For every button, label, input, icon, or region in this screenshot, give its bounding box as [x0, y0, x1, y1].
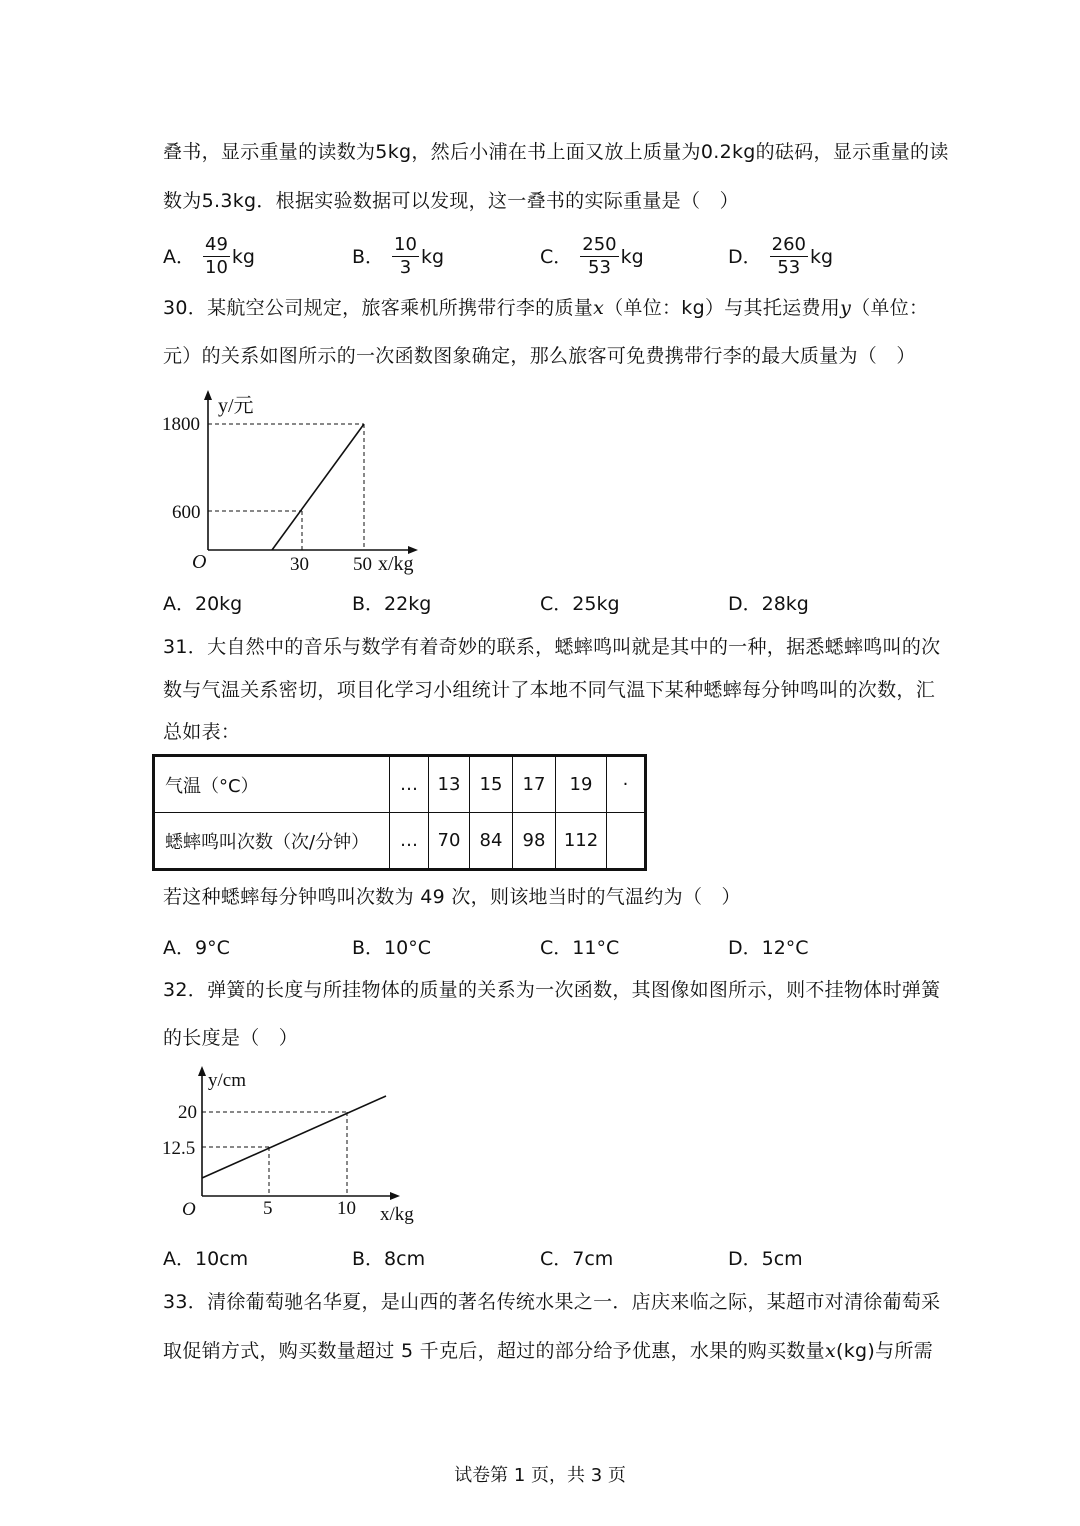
- y-tick-1800: 1800: [162, 414, 200, 435]
- page-footer: 试卷第 1 页，共 3 页: [454, 1465, 626, 1486]
- option-label: B．: [352, 245, 385, 268]
- q32-option-a[interactable]: A．10cm: [163, 1248, 249, 1270]
- q30-graph: [150, 388, 440, 578]
- q30-option-b[interactable]: B．22kg: [352, 593, 432, 615]
- y-tick-20: 20: [178, 1102, 197, 1123]
- origin-label: O: [192, 551, 207, 573]
- variable-y: y: [840, 297, 852, 319]
- q30-line-2: 元）的关系如图所示的一次函数图象确定，那么旅客可免费携带行李的最大质量为（ ）: [163, 345, 916, 367]
- fraction: $\frac{250}{53}$: [582, 234, 617, 278]
- function-line: [272, 424, 364, 550]
- table-cell: [607, 813, 646, 870]
- q29-option-b[interactable]: [352, 234, 444, 279]
- cricket-data-table: [152, 754, 647, 871]
- q31-option-a[interactable]: A．9°C: [163, 937, 230, 959]
- x-tick-50: 50: [353, 554, 372, 575]
- x-tick-30: 30: [290, 554, 309, 575]
- x-axis-label: x/kg: [380, 1204, 414, 1225]
- unit: kg: [420, 245, 445, 268]
- x-tick-10: 10: [337, 1198, 356, 1219]
- fraction: $\frac{10}{3}$: [394, 234, 417, 278]
- y-tick-12-5: 12.5: [162, 1138, 196, 1159]
- q31-option-d[interactable]: D．12°C: [728, 937, 809, 959]
- option-label: A．: [163, 245, 195, 268]
- q33-line-1: 33．清徐葡萄驰名华夏，是山西的著名传统水果之一．店庆来临之际，某超市对清徐葡萄采: [163, 1291, 941, 1313]
- x-tick-5: 5: [263, 1198, 273, 1219]
- q29-option-c[interactable]: [540, 234, 644, 279]
- q29-line-1: 叠书，显示重量的读数为5kg，然后小浦在书上面又放上质量为0.2kg的砝码，显示重量的读: [163, 141, 949, 163]
- unit: kg: [810, 245, 834, 268]
- unit: kg: [620, 245, 644, 268]
- table-row: [154, 756, 646, 813]
- table-cell: 70: [429, 813, 470, 870]
- unit: kg: [231, 245, 255, 268]
- q29-option-d[interactable]: [728, 234, 833, 279]
- q32-option-d[interactable]: D．5cm: [728, 1248, 803, 1270]
- option-label: D．: [728, 245, 762, 268]
- table-row-header: 蟋蟀鸣叫次数（次/分钟）: [154, 813, 390, 870]
- x-axis-label: x/kg: [378, 553, 414, 575]
- fraction: $\frac{49}{10}$: [205, 234, 228, 278]
- table-cell: 13: [429, 756, 470, 813]
- y-tick-600: 600: [172, 502, 201, 523]
- q31-option-b[interactable]: B．10°C: [352, 937, 431, 959]
- q30-option-d[interactable]: D．28kg: [728, 593, 809, 615]
- q31-line-2: 数与气温关系密切，项目化学习小组统计了本地不同气温下某种蟋蟀每分钟鸣叫的次数，汇: [163, 679, 936, 701]
- origin-label: O: [182, 1199, 196, 1220]
- q29-option-a[interactable]: [163, 234, 255, 279]
- table-cell: 112: [556, 813, 607, 870]
- q30-option-a[interactable]: A．20kg: [163, 593, 243, 615]
- q30-option-c[interactable]: C．25kg: [540, 593, 620, 615]
- variable-x: x: [593, 297, 605, 319]
- fraction: $\frac{260}{53}$: [771, 234, 806, 278]
- q32-option-b[interactable]: B．8cm: [352, 1248, 426, 1270]
- y-axis-label: y/元: [218, 395, 254, 417]
- variable-x: x: [824, 1340, 836, 1362]
- table-cell: 19: [556, 756, 607, 813]
- table-cell: 98: [513, 813, 556, 870]
- q31-line-1: 31．大自然中的音乐与数学有着奇妙的联系，蟋蟀鸣叫就是其中的一种，据悉蟋蟀鸣叫的次: [163, 636, 941, 658]
- table-cell: ·: [607, 756, 646, 813]
- y-axis-arrow: [204, 390, 212, 400]
- q32-line-1: 32．弹簧的长度与所挂物体的质量的关系为一次函数，其图像如图所示，则不挂物体时弹簧: [163, 979, 941, 1001]
- table-cell: 17: [513, 756, 556, 813]
- q32-graph: [150, 1062, 430, 1237]
- table-cell: 84: [470, 813, 513, 870]
- y-axis-arrow: [198, 1066, 206, 1076]
- q33-line-2: 取促销方式，购买数量超过 5 千克后，超过的部分给予优惠，水果的购买数量x(kg)与所需: [163, 1340, 933, 1362]
- q32-line-2: 的长度是（ ）: [163, 1027, 299, 1049]
- q31-option-c[interactable]: C．11°C: [540, 937, 620, 959]
- function-line: [202, 1096, 386, 1178]
- y-axis-label: y/cm: [208, 1070, 246, 1091]
- table-cell: 15: [470, 756, 513, 813]
- q30-line-1: 30．某航空公司规定，旅客乘机所携带行李的质量x（单位：kg）与其托运费用y（单位：: [163, 297, 929, 319]
- table-row: [154, 813, 646, 870]
- q32-option-c[interactable]: C．7cm: [540, 1248, 614, 1270]
- q29-line-2: 数为5.3kg．根据实验数据可以发现，这一叠书的实际重量是（ ）: [163, 190, 739, 212]
- table-cell: …: [390, 756, 429, 813]
- table-row-header: 气温（°C）: [154, 756, 390, 813]
- option-label: C．: [540, 245, 573, 268]
- x-axis-arrow: [390, 1192, 400, 1200]
- q31-question: 若这种蟋蟀每分钟鸣叫次数为 49 次，则该地当时的气温约为（ ）: [163, 886, 741, 908]
- q31-line-3: 总如表：: [163, 721, 241, 743]
- table-cell: …: [390, 813, 429, 870]
